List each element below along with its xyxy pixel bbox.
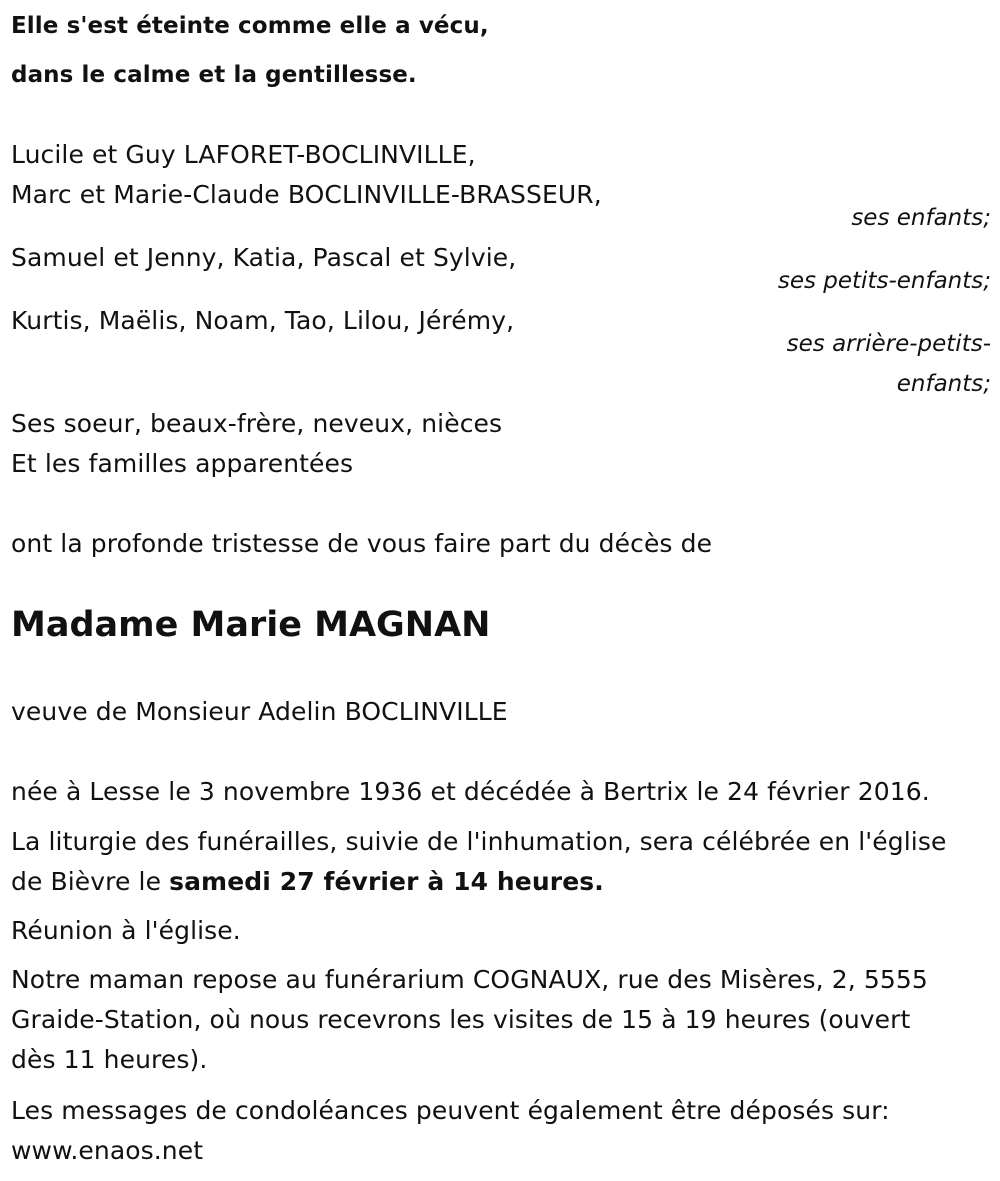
announcement-text: ont la profonde tristesse de vous faire part du décès de <box>11 529 713 558</box>
condolences-url: www.enaos.net <box>11 1136 204 1165</box>
widow-of-line: veuve de Monsieur Adelin BOCLINVILLE <box>11 697 508 726</box>
liturgy-line-1: La liturgie des funérailles, suivie de l'inhumation, sera célébrée en l'église <box>11 827 947 856</box>
children-relation: ses enfants; <box>851 205 991 231</box>
meeting-line: Réunion à l'église. <box>11 916 241 945</box>
other-relatives-line-2: Et les familles apparentées <box>11 449 354 478</box>
great-grandchildren-line: Kurtis, Maëlis, Noam, Tao, Lilou, Jérémy, <box>11 306 515 335</box>
great-grandchildren-relation-line-2: enfants; <box>896 371 991 397</box>
funeral-home-line-3: dès 11 heures). <box>11 1045 208 1074</box>
funeral-home-line-1: Notre maman repose au funérarium COGNAUX, rue des Misères, 2, 5555 <box>11 965 928 994</box>
grandchildren-relation: ses petits-enfants; <box>777 268 991 294</box>
birth-death-line: née à Lesse le 3 novembre 1936 et décédée à Bertrix le 24 février 2016. <box>11 777 930 806</box>
children-line-1: Lucile et Guy LAFORET-BOCLINVILLE, <box>11 140 476 169</box>
other-relatives-line-1: Ses soeur, beaux-frère, neveux, nièces <box>11 409 503 438</box>
heading-line-2: dans le calme et la gentillesse. <box>11 62 417 88</box>
great-grandchildren-relation-line-1: ses arrière-petits- <box>786 331 991 357</box>
liturgy-location: de Bièvre le <box>11 867 170 896</box>
grandchildren-line: Samuel et Jenny, Katia, Pascal et Sylvie, <box>11 243 517 272</box>
deceased-name: Madame Marie MAGNAN <box>11 605 491 645</box>
funeral-home-line-2: Graide-Station, où nous recevrons les visites de 15 à 19 heures (ouvert <box>11 1005 911 1034</box>
condolences-line: Les messages de condoléances peuvent également être déposés sur: <box>11 1096 890 1125</box>
children-line-2: Marc et Marie-Claude BOCLINVILLE-BRASSEUR, <box>11 180 602 209</box>
heading-line-1: Elle s'est éteinte comme elle a vécu, <box>11 13 489 39</box>
liturgy-line-2 <box>11 862 604 902</box>
liturgy-date: samedi 27 février à 14 heures. <box>169 867 604 896</box>
